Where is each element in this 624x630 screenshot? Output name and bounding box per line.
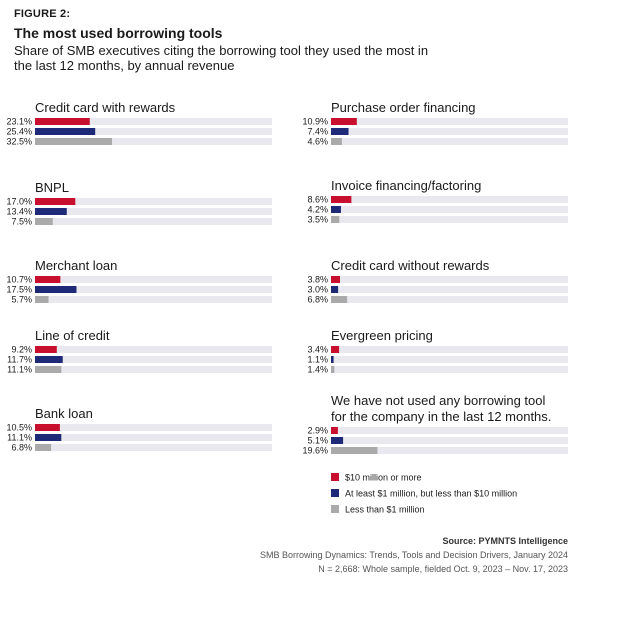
bar-track (35, 444, 272, 451)
bar (35, 286, 76, 293)
source-report: SMB Borrowing Dynamics: Trends, Tools and Decision Drivers, January 2024 (260, 550, 568, 560)
data-label: 11.1% (7, 432, 32, 443)
data-label: 6.8% (11, 442, 32, 453)
bar (35, 198, 75, 205)
legend-label: Less than $1 million (345, 504, 425, 515)
data-label: 4.6% (307, 136, 328, 147)
data-label: 1.4% (307, 364, 328, 375)
category-label: BNPL (35, 180, 69, 195)
bar-track (331, 366, 568, 373)
chart-subtitle: Share of SMB executives citing the borrowing tool they used the most in the last 12 months, by annual revenue (14, 43, 429, 73)
bar-track (331, 196, 568, 203)
data-label: 11.7% (7, 354, 32, 365)
bar-track (331, 206, 568, 213)
bar (35, 208, 67, 215)
bar-track (331, 138, 568, 145)
category-label: Evergreen pricing (331, 328, 433, 343)
bar-track (331, 296, 568, 303)
legend-swatch (331, 489, 339, 497)
bar (331, 437, 343, 444)
category-label: Credit card with rewards (35, 100, 176, 115)
data-label: 3.8% (307, 274, 328, 285)
bar (35, 444, 51, 451)
bar (331, 366, 334, 373)
data-label: 1.1% (307, 354, 328, 365)
bar (35, 128, 95, 135)
bar (35, 366, 61, 373)
data-label: 4.2% (307, 204, 328, 215)
bar (331, 276, 340, 283)
bar (331, 356, 334, 363)
source-note: N = 2,668: Whole sample, fielded Oct. 9, 2023 – Nov. 17, 2023 (318, 564, 568, 574)
bar (35, 356, 63, 363)
bar (331, 128, 349, 135)
bar (331, 447, 377, 454)
category-label: Bank loan (35, 406, 93, 421)
bar-track (35, 346, 272, 353)
bar (35, 296, 49, 303)
data-label: 5.1% (307, 435, 328, 446)
bar-track (35, 276, 272, 283)
bar (331, 286, 338, 293)
bar (331, 427, 338, 434)
bar (331, 346, 339, 353)
bar (35, 424, 60, 431)
chart-title: The most used borrowing tools (14, 25, 223, 41)
category-label: Merchant loan (35, 258, 118, 273)
data-label: 23.1% (6, 116, 32, 127)
bar-track (35, 218, 272, 225)
data-label: 7.4% (307, 126, 328, 137)
bar-track (35, 424, 272, 431)
legend-label: $10 million or more (345, 472, 422, 483)
figure-label: FIGURE 2: (14, 8, 71, 20)
data-label: 6.8% (307, 294, 328, 305)
data-label: 17.0% (6, 196, 32, 207)
bar-track (331, 276, 568, 283)
data-label: 25.4% (6, 126, 32, 137)
data-label: 10.5% (6, 422, 32, 433)
data-label: 3.4% (307, 344, 328, 355)
category-label: Line of credit (35, 328, 110, 343)
category-label: Credit card without rewards (331, 258, 490, 273)
data-label: 11.1% (7, 364, 32, 375)
bar (331, 206, 341, 213)
category-label: Invoice financing/factoring (331, 178, 482, 193)
bar (331, 296, 347, 303)
bar (331, 196, 351, 203)
data-label: 19.6% (302, 445, 328, 456)
data-label: 17.5% (6, 284, 32, 295)
data-label: 2.9% (307, 425, 328, 436)
bar (35, 118, 90, 125)
bar-track (331, 356, 568, 363)
bar-track (35, 434, 272, 441)
legend-swatch (331, 473, 339, 481)
source-title: Source: PYMNTS Intelligence (442, 536, 568, 546)
legend-swatch (331, 505, 339, 513)
data-label: 10.9% (302, 116, 328, 127)
bar-track (331, 437, 568, 444)
bar (331, 118, 357, 125)
bar (331, 138, 342, 145)
category-label: for the company in the last 12 months. (331, 409, 552, 424)
bar-track (35, 366, 272, 373)
data-label: 32.5% (6, 136, 32, 147)
bar-track (35, 296, 272, 303)
data-label: 3.5% (307, 214, 328, 225)
bar-track (331, 346, 568, 353)
bar (35, 276, 60, 283)
bar-track (331, 286, 568, 293)
bar (35, 434, 61, 441)
data-label: 13.4% (6, 206, 32, 217)
bar-track (331, 216, 568, 223)
bar-track (331, 128, 568, 135)
bar-track (35, 356, 272, 363)
data-label: 9.2% (11, 344, 32, 355)
bar (35, 138, 112, 145)
data-label: 10.7% (6, 274, 32, 285)
bar (331, 216, 339, 223)
category-label: Purchase order financing (331, 100, 476, 115)
legend-label: At least $1 million, but less than $10 million (345, 488, 518, 499)
bar-track (35, 208, 272, 215)
data-label: 5.7% (11, 294, 32, 305)
category-label: We have not used any borrowing tool (331, 393, 546, 408)
data-label: 8.6% (307, 194, 328, 205)
data-label: 7.5% (11, 216, 32, 227)
bar (35, 218, 53, 225)
data-label: 3.0% (307, 284, 328, 295)
bar-track (331, 118, 568, 125)
bar (35, 346, 57, 353)
bar-track (331, 427, 568, 434)
